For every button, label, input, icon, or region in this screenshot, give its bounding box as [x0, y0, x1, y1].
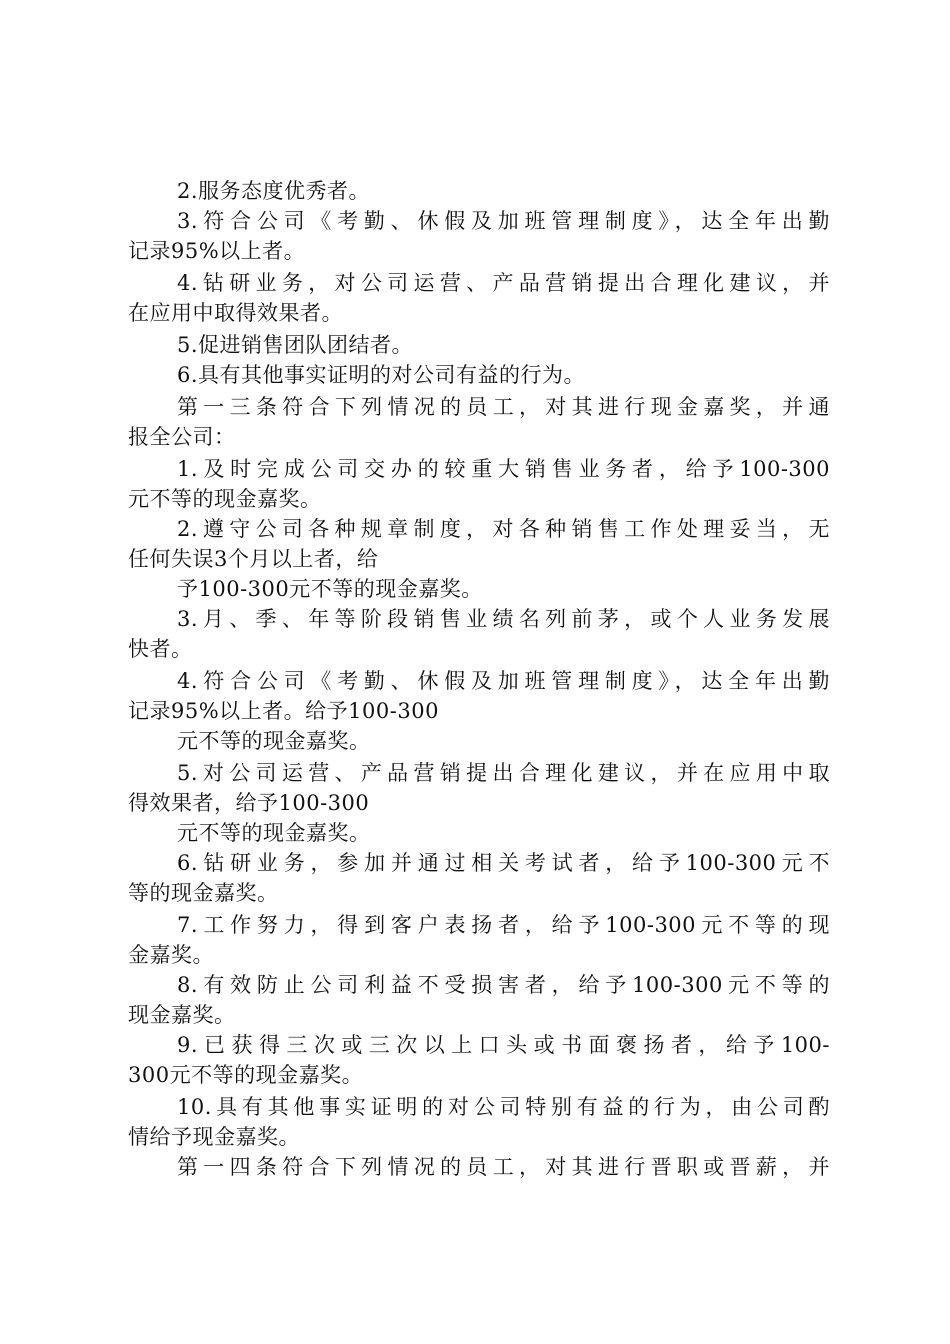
text-line: 10.具有其他事实证明的对公司特别有益的行为，由公司酌: [177, 1095, 830, 1119]
text-line: 第一四条符合下列情况的员工，对其进行晋职或晋薪，并: [177, 1155, 830, 1179]
text-line: 5.促进销售团队团结者。: [177, 333, 414, 357]
text-line: 6.钻研业务，参加并通过相关考试者，给予100-300元不: [177, 851, 830, 875]
text-line: 7.工作努力，得到客户表扬者，给予100-300元不等的现: [177, 913, 830, 937]
text-line: 情给予现金嘉奖。: [128, 1125, 300, 1149]
text-line: 任何失误3个月以上者，给: [128, 547, 379, 571]
text-line: 元不等的现金嘉奖。: [177, 821, 371, 845]
text-line: 报全公司：: [128, 425, 236, 449]
text-line: 300元不等的现金嘉奖。: [128, 1063, 364, 1087]
text-line: 2.遵守公司各种规章制度，对各种销售工作处理妥当，无: [177, 517, 830, 541]
text-line: 记录95%以上者。给予100-300: [128, 699, 439, 723]
text-line: 在应用中取得效果者。: [128, 301, 343, 325]
text-line: 5.对公司运营、产品营销提出合理化建议，并在应用中取: [177, 761, 830, 785]
text-line: 记录95%以上者。: [128, 239, 306, 263]
text-line: 3.月、季、年等阶段销售业绩名列前茅，或个人业务发展: [177, 607, 830, 631]
text-line: 元不等的现金嘉奖。: [177, 729, 371, 753]
text-line: 4.钻研业务，对公司运营、产品营销提出合理化建议，并: [177, 271, 830, 295]
text-line: 快者。: [128, 637, 193, 661]
text-line: 4.符合公司《考勤、休假及加班管理制度》，达全年出勤: [177, 669, 830, 693]
text-line: 等的现金嘉奖。: [128, 881, 279, 905]
text-line: 6.具有其他事实证明的对公司有益的行为。: [177, 363, 586, 387]
text-line: 金嘉奖。: [128, 943, 214, 967]
text-line: 现金嘉奖。: [128, 1003, 236, 1027]
text-line: 1.及时完成公司交办的较重大销售业务者，给予100-300: [177, 457, 830, 481]
text-line: 8.有效防止公司利益不受损害者，给予100-300元不等的: [177, 973, 830, 997]
text-line: 予100-300元不等的现金嘉奖。: [177, 577, 483, 601]
text-line: 9.已获得三次或三次以上口头或书面褒扬者，给予100-: [177, 1033, 830, 1057]
text-line: 3.符合公司《考勤、休假及加班管理制度》，达全年出勤: [177, 209, 830, 233]
text-line: 2.服务态度优秀者。: [177, 179, 371, 203]
text-line: 得效果者，给予100-300: [128, 791, 370, 815]
text-line: 元不等的现金嘉奖。: [128, 487, 322, 511]
text-line: 第一三条符合下列情况的员工，对其进行现金嘉奖，并通: [177, 395, 830, 419]
